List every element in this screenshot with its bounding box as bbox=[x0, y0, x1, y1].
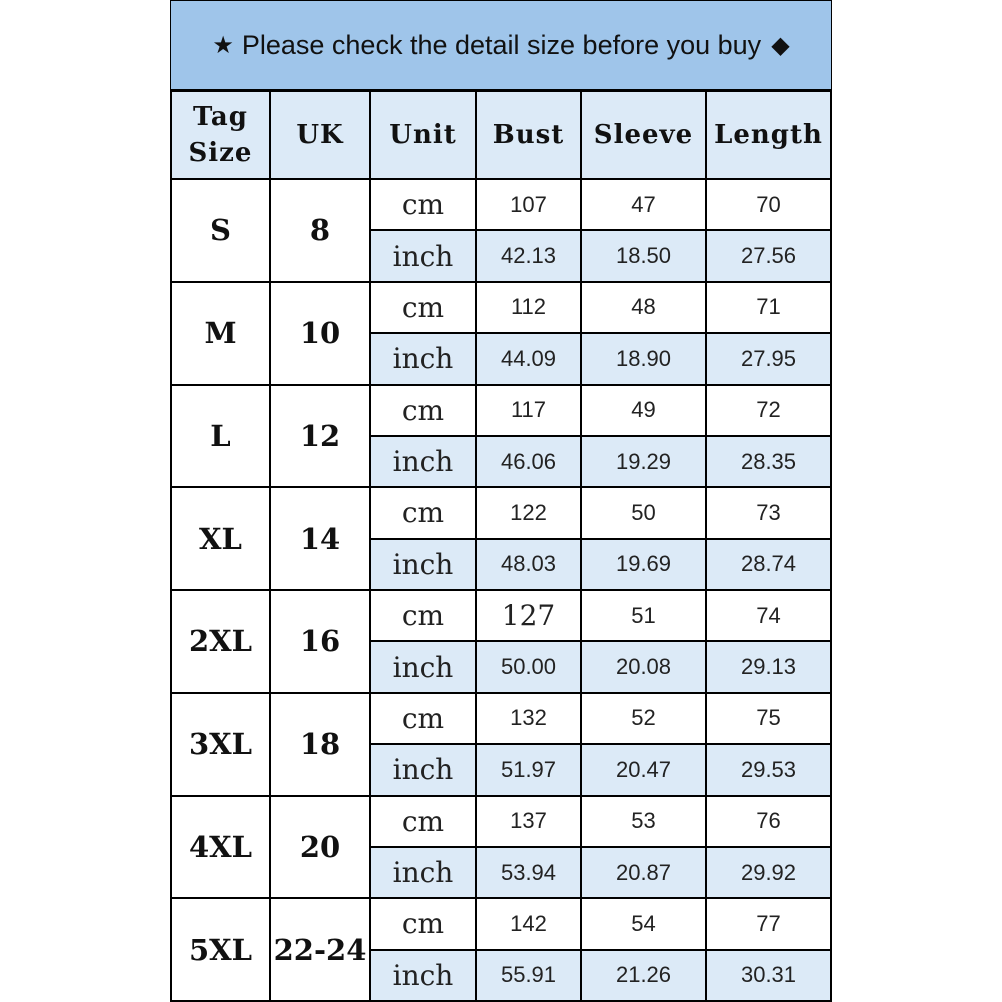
unit-cell-inch: inch bbox=[371, 231, 475, 280]
size-row-cm bbox=[172, 180, 830, 229]
size-row-cm bbox=[172, 488, 830, 537]
uk-size-cell: 18 bbox=[271, 694, 369, 795]
size-table bbox=[170, 90, 832, 1002]
bust-cm-cell: 132 bbox=[477, 694, 580, 743]
length-inch-cell: 30.31 bbox=[707, 951, 830, 1000]
bust-inch-cell: 53.94 bbox=[477, 848, 580, 897]
sleeve-cm-cell: 50 bbox=[582, 488, 705, 537]
length-cm-cell: 77 bbox=[707, 899, 830, 948]
sleeve-cm-cell: 47 bbox=[582, 180, 705, 229]
sleeve-inch-cell: 18.90 bbox=[582, 334, 705, 383]
size-chart bbox=[170, 0, 832, 1002]
header-uk: UK bbox=[271, 92, 369, 178]
length-cm-cell: 76 bbox=[707, 797, 830, 846]
sleeve-inch-cell: 19.69 bbox=[582, 540, 705, 589]
unit-cell-inch: inch bbox=[371, 437, 475, 486]
tag-size-cell: 2XL bbox=[172, 591, 269, 692]
bust-inch-cell: 55.91 bbox=[477, 951, 580, 1000]
unit-cell-cm: cm bbox=[371, 591, 475, 640]
length-inch-cell: 27.56 bbox=[707, 231, 830, 280]
sleeve-inch-cell: 21.26 bbox=[582, 951, 705, 1000]
size-row-cm bbox=[172, 283, 830, 332]
header-length: Length bbox=[707, 92, 830, 178]
size-row-cm bbox=[172, 386, 830, 435]
unit-cell-inch: inch bbox=[371, 745, 475, 794]
header-bust: Bust bbox=[477, 92, 580, 178]
tag-size-cell: 3XL bbox=[172, 694, 269, 795]
sleeve-inch-cell: 20.87 bbox=[582, 848, 705, 897]
tag-size-cell: L bbox=[172, 386, 269, 487]
tag-size-cell: 5XL bbox=[172, 899, 269, 1000]
header-row bbox=[172, 92, 830, 178]
bust-cm-cell: 112 bbox=[477, 283, 580, 332]
length-inch-cell: 29.92 bbox=[707, 848, 830, 897]
length-cm-cell: 70 bbox=[707, 180, 830, 229]
size-row-cm bbox=[172, 694, 830, 743]
unit-cell-inch: inch bbox=[371, 848, 475, 897]
header-sleeve: Sleeve bbox=[582, 92, 705, 178]
unit-cell-inch: inch bbox=[371, 334, 475, 383]
size-row-cm bbox=[172, 899, 830, 948]
tag-size-cell: 4XL bbox=[172, 797, 269, 898]
sleeve-inch-cell: 20.08 bbox=[582, 642, 705, 691]
uk-size-cell: 12 bbox=[271, 386, 369, 487]
bust-cm-cell: 137 bbox=[477, 797, 580, 846]
unit-cell-cm: cm bbox=[371, 283, 475, 332]
sleeve-inch-cell: 19.29 bbox=[582, 437, 705, 486]
length-cm-cell: 75 bbox=[707, 694, 830, 743]
unit-cell-inch: inch bbox=[371, 540, 475, 589]
size-row-cm bbox=[172, 591, 830, 640]
sleeve-inch-cell: 20.47 bbox=[582, 745, 705, 794]
unit-cell-cm: cm bbox=[371, 180, 475, 229]
sleeve-cm-cell: 51 bbox=[582, 591, 705, 640]
unit-cell-cm: cm bbox=[371, 386, 475, 435]
bust-cm-cell: 142 bbox=[477, 899, 580, 948]
uk-size-cell: 8 bbox=[271, 180, 369, 281]
uk-size-cell: 22-24 bbox=[271, 899, 369, 1000]
length-inch-cell: 29.13 bbox=[707, 642, 830, 691]
bust-cm-cell: 127 bbox=[477, 591, 580, 640]
unit-cell-inch: inch bbox=[371, 642, 475, 691]
header-unit: Unit bbox=[371, 92, 475, 178]
bust-inch-cell: 48.03 bbox=[477, 540, 580, 589]
sleeve-cm-cell: 53 bbox=[582, 797, 705, 846]
uk-size-cell: 16 bbox=[271, 591, 369, 692]
sleeve-cm-cell: 49 bbox=[582, 386, 705, 435]
length-inch-cell: 29.53 bbox=[707, 745, 830, 794]
length-inch-cell: 28.74 bbox=[707, 540, 830, 589]
unit-cell-cm: cm bbox=[371, 488, 475, 537]
bust-cm-cell: 117 bbox=[477, 386, 580, 435]
size-row-cm bbox=[172, 797, 830, 846]
header-tag-size-line2: Size bbox=[188, 138, 253, 168]
bust-inch-cell: 51.97 bbox=[477, 745, 580, 794]
sleeve-inch-cell: 18.50 bbox=[582, 231, 705, 280]
uk-size-cell: 14 bbox=[271, 488, 369, 589]
banner-text: Please check the detail size before you buy bbox=[241, 29, 762, 60]
unit-cell-cm: cm bbox=[371, 694, 475, 743]
header-tag-size bbox=[172, 92, 269, 178]
size-notice-banner bbox=[171, 1, 831, 89]
bust-inch-cell: 50.00 bbox=[477, 642, 580, 691]
length-inch-cell: 28.35 bbox=[707, 437, 830, 486]
bust-inch-cell: 44.09 bbox=[477, 334, 580, 383]
length-cm-cell: 74 bbox=[707, 591, 830, 640]
star-icon: ★ bbox=[212, 31, 234, 59]
length-cm-cell: 73 bbox=[707, 488, 830, 537]
unit-cell-inch: inch bbox=[371, 951, 475, 1000]
sleeve-cm-cell: 52 bbox=[582, 694, 705, 743]
header-tag-size-line1: Tag bbox=[193, 102, 248, 132]
sleeve-cm-cell: 48 bbox=[582, 283, 705, 332]
bust-inch-cell: 46.06 bbox=[477, 437, 580, 486]
unit-cell-cm: cm bbox=[371, 899, 475, 948]
tag-size-cell: M bbox=[172, 283, 269, 384]
uk-size-cell: 10 bbox=[271, 283, 369, 384]
length-inch-cell: 27.95 bbox=[707, 334, 830, 383]
unit-cell-cm: cm bbox=[371, 797, 475, 846]
tag-size-cell: S bbox=[172, 180, 269, 281]
uk-size-cell: 20 bbox=[271, 797, 369, 898]
diamond-icon: ◆ bbox=[771, 31, 790, 59]
sleeve-cm-cell: 54 bbox=[582, 899, 705, 948]
length-cm-cell: 72 bbox=[707, 386, 830, 435]
bust-inch-cell: 42.13 bbox=[477, 231, 580, 280]
length-cm-cell: 71 bbox=[707, 283, 830, 332]
tag-size-cell: XL bbox=[172, 488, 269, 589]
bust-cm-cell: 107 bbox=[477, 180, 580, 229]
bust-cm-cell: 122 bbox=[477, 488, 580, 537]
